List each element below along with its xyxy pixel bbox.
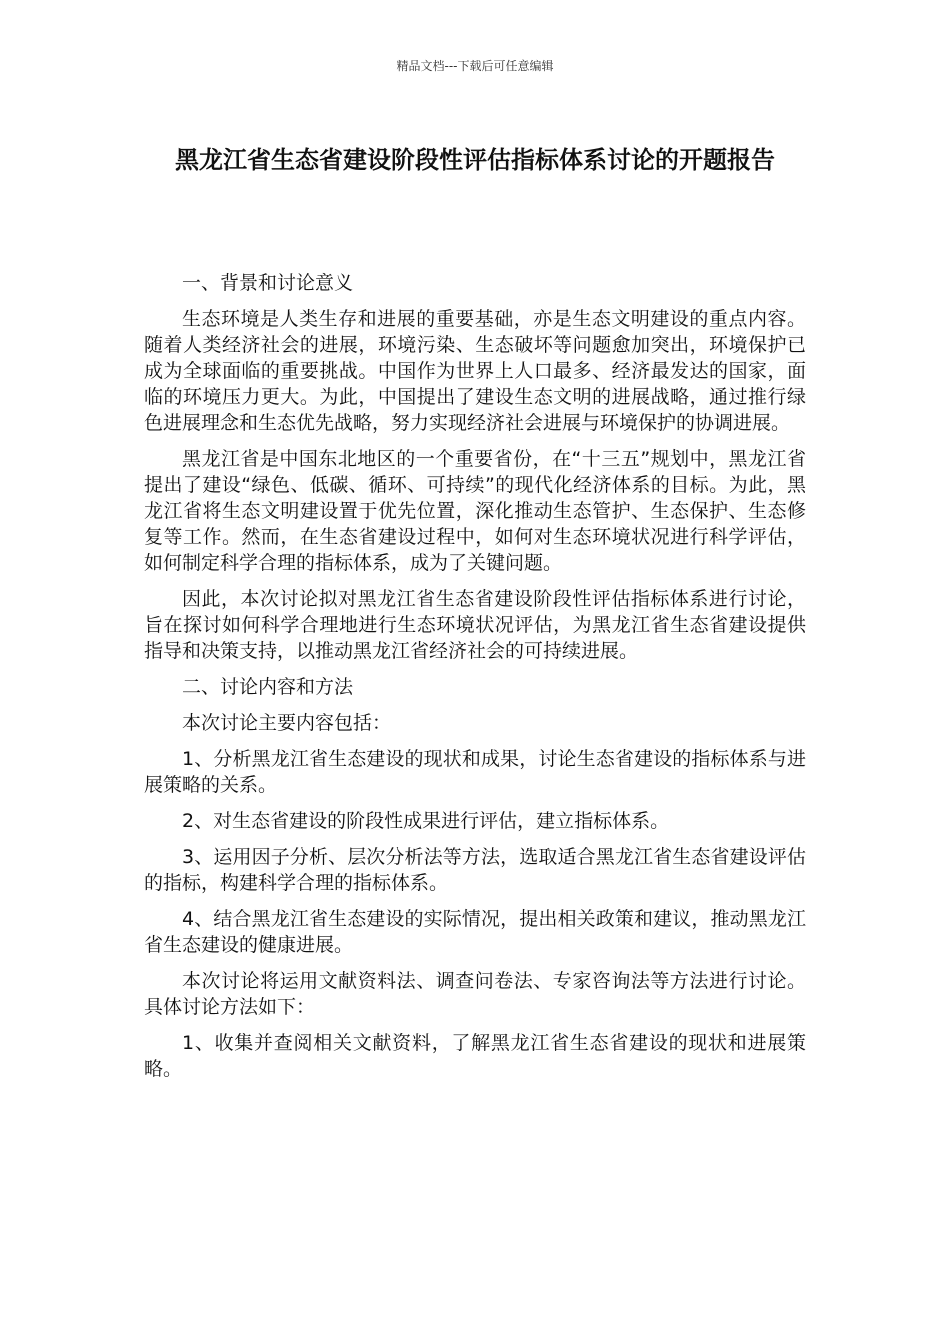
paragraph: 本次讨论主要内容包括： (182, 712, 392, 734)
list-item: 1、收集并查阅相关文献资料，了解黑龙江省生态省建设的现状和进展策略。 (144, 1032, 806, 1080)
document-body (144, 270, 806, 1092)
section-heading-background: 一、背景和讨论意义 (182, 272, 354, 294)
header-watermark: 精品文档---下载后可任意编辑 (396, 59, 554, 73)
paragraph: 黑龙江省是中国东北地区的一个重要省份，在“十三五”规划中，黑龙江省提出了建设“绿色、低碳、循环、可持续”的现代化经济体系的目标。为此，黑龙江省将生态文明建设置于优先位置，深化推动生态管护、生态保护、生态修复等工作。然而，在生态省建设过程中，如何对生态环境状况进行科学评估，如何制定科学合理的指标体系，成为了关键问题。 (144, 448, 806, 574)
list-item: 1、分析黑龙江省生态建设的现状和成果，讨论生态省建设的指标体系与进展策略的关系。 (144, 748, 806, 796)
list-item: 4、结合黑龙江省生态建设的实际情况，提出相关政策和建议，推动黑龙江省生态建设的健康进展。 (144, 908, 806, 956)
paragraph: 因此，本次讨论拟对黑龙江省生态省建设阶段性评估指标体系进行讨论，旨在探讨如何科学合理地进行生态环境状况评估，为黑龙江省生态省建设提供指导和决策支持，以推动黑龙江省经济社会的可持续进展。 (144, 588, 806, 662)
paragraph: 生态环境是人类生存和进展的重要基础，亦是生态文明建设的重点内容。随着人类经济社会的进展，环境污染、生态破坏等问题愈加突出，环境保护已成为全球面临的重要挑战。中国作为世界上人口最多、经济最发达的国家，面临的环境压力更大。为此，中国提出了建设生态文明的进展战略，通过推行绿色进展理念和生态优先战略，努力实现经济社会进展与环境保护的协调进展。 (144, 308, 806, 434)
paragraph: 本次讨论将运用文献资料法、调查问卷法、专家咨询法等方法进行讨论。具体讨论方法如下： (144, 970, 806, 1018)
list-item: 2、对生态省建设的阶段性成果进行评估，建立指标体系。 (182, 810, 670, 832)
section-heading-content-methods: 二、讨论内容和方法 (182, 676, 354, 698)
document-title: 黑龙江省生态省建设阶段性评估指标体系讨论的开题报告 (175, 146, 775, 174)
list-item: 3、运用因子分析、层次分析法等方法，选取适合黑龙江省生态省建设评估的指标，构建科学合理的指标体系。 (144, 846, 806, 894)
